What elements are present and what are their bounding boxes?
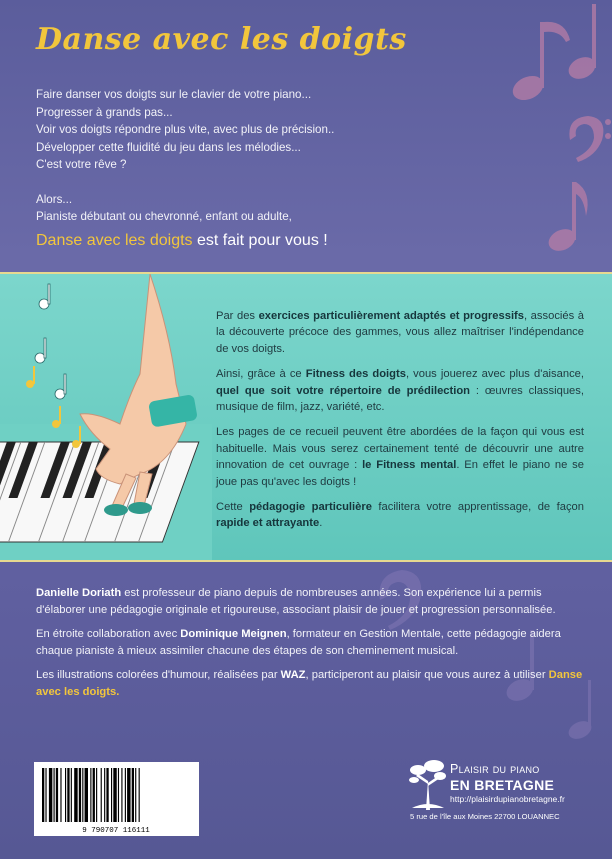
barcode-icon [34,762,199,836]
intro-text [36,86,334,226]
text-run: En étroite collaboration avec [36,628,181,640]
text-bold: quel que soit votre répertoire de prédilection [216,384,471,397]
barcode-bar [49,768,52,822]
barcode-bar [111,768,112,822]
feature-paragraph-4 [216,499,584,532]
text-bold: pédagogie particulière [249,501,372,514]
barcode-bar [135,768,136,822]
barcode-bar [42,768,44,822]
book-title: Danse avec les doigts [36,22,407,57]
intro-line: Pianiste débutant ou chevronné, enfant ou adulte, [36,210,292,223]
intro-line: Progresser à grands pas... [36,105,173,119]
barcode-bar [74,768,77,822]
feature-paragraph-1 [216,308,584,357]
intro-line: Faire danser vos doigts sur le clavier de votre piano... [36,88,312,101]
barcode-bar [96,768,97,822]
barcode-bar [67,768,69,822]
barcode-digits: 9 790707 116111 [82,827,150,835]
barcode-bar [121,768,122,822]
credits-paragraph-1 [36,585,584,619]
barcode-bar [45,768,46,822]
barcode-bar [127,768,130,822]
barcode-bar [85,768,88,822]
barcode-bar [104,768,105,822]
barcode-bar [101,768,102,822]
tagline-highlight: Danse avec les doigts [36,232,193,249]
isbn-barcode [34,762,199,836]
intro-line: Voir vos doigts répondre plus vite, avec plus de précision.. [36,123,335,136]
intro-line: Alors... [36,192,73,206]
barcode-bar [93,768,95,822]
text-bold: Fitness des doigts [305,368,406,381]
barcode-bar [60,768,61,822]
barcode-bar [82,768,83,822]
feature-paragraph-3 [216,424,584,490]
credits-paragraph-3 [36,667,584,701]
collaborator-name: Dominique Meignen [180,628,287,640]
text-run: Cette [216,501,250,514]
author-name: Danielle Doriath [36,587,122,599]
barcode-bar [79,768,81,822]
barcode-bar [71,768,72,822]
barcode-bar [125,768,126,822]
barcode-bar [54,768,55,822]
music-notes-decoration [470,0,612,272]
credits-paragraph-2 [36,626,584,660]
text-run: facilitera votre apprentissage, de façon [371,501,584,514]
tagline-rest: est fait pour vous ! [192,232,328,249]
text-run: , formateur en Gestion Mentale, cette pédagogie aidera chaque pianiste à mieux assimiler chacune des étapes de son cheminement musical. [36,628,561,657]
barcode-bar [56,768,58,822]
barcode-bar [65,768,66,822]
text-bold: exercices particulièrement adaptés et progressifs [258,310,525,322]
text-run: . En effet le piano ne se joue pas qu'avec les doigts ! [216,459,585,488]
publisher-url: http://plaisirdupianobretagne.fr [450,794,565,804]
feature-paragraph-2 [216,366,584,415]
text-bold: rapide et attrayante [216,517,320,530]
barcode-bar [132,768,134,822]
text-run: Ainsi, grâce à ce [216,368,306,381]
tagline [36,232,328,250]
text-run: . [319,517,323,530]
barcode-bar [118,768,119,822]
barcode-bar [106,768,108,822]
publisher-block [408,752,588,832]
text-run: , associés à la découverte précoce des gammes, vous allez maîtriser l'indépendance de vos doigts. [216,310,584,355]
author-credits [36,585,584,708]
tree-logo-icon [408,756,448,810]
text-run: : œuvres classiques, musique de film, jazz, variété, etc. [216,384,584,414]
feature-description [216,308,584,541]
text-run: Les pages de ce recueil peuvent être abordées de la façon qui vous est habituelle. Mais vous serez certainement tenté de découvrir une autre innovation de cet ouvrage : [216,426,584,472]
text-bold: le Fitness mental [362,459,457,472]
barcode-bar [90,768,91,822]
publisher-name-line1: Plaisir du piano [450,762,540,776]
publisher-address: 5 rue de l'île aux Moines 22700 LOUANNEC [410,812,560,821]
text-run: Les illustrations colorées d'humour, réalisées par [36,669,281,681]
illustrator-name: WAZ [280,669,306,681]
barcode-bar [139,768,140,822]
book-title-inline: Danse avec les doigts. [36,669,583,698]
text-run: , participeront au plaisir que vous aurez à utiliser [305,669,549,681]
text-run: , vous jouerez avec plus d'aisance, [405,368,585,381]
intro-line: Développer cette fluidité du jeu dans les mélodies... [36,140,301,154]
text-run: est professeur de piano depuis de nombreuses années. Son expérience lui a permis d'élaborer une pédagogie originale et rigoureuse, associant plaisir de jouer et progression personnalisée. [36,587,556,616]
text-run: Par des [216,310,259,322]
intro-line: C'est votre rêve ? [36,158,127,171]
publisher-name-line2: EN BRETAGNE [450,777,555,793]
barcode-bar [113,768,116,822]
